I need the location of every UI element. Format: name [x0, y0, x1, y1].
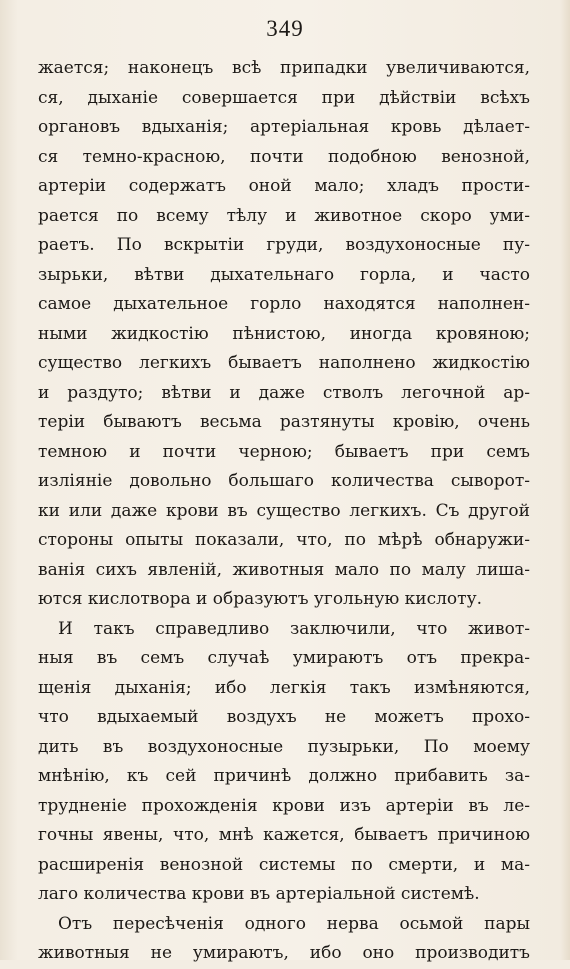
text-line: стороны опыты показали, что, по мѣрѣ обнаружи-	[38, 530, 530, 550]
text-line: артеріи содержатъ оной мало; хладъ прости-	[38, 176, 530, 196]
text-line: И такъ справедливо заключили, что живот-	[58, 618, 530, 639]
text-line: темною и почти черною; бываетъ при семъ	[38, 441, 530, 462]
text-line: ванія сихъ явленій, животныя мало по малу лиша-	[38, 559, 530, 580]
text-line: животныя не умираютъ, ибо оно производитъ	[38, 943, 530, 963]
text-line: ными жидкостію пѣнистою, иногда кровяною;	[38, 323, 530, 344]
page-number: 349	[266, 16, 304, 41]
text-line: теріи бываютъ весьма разтянуты кровію, очень	[38, 412, 530, 432]
text-line: ся, дыханіе совершается при дѣйствіи всѣхъ	[38, 87, 530, 108]
text-line: расширенія венозной системы по смерти, и ма-	[38, 854, 530, 875]
text-line: жается; наконецъ всѣ припадки увеличиваются,	[38, 58, 530, 78]
text-line: зырьки, вѣтви дыхательнаго горла, и часто	[38, 264, 530, 285]
body-text	[38, 54, 530, 969]
text-line: дить въ воздухоносные пузырьки, По моему	[38, 736, 530, 757]
text-line: что вдыхаемый воздухъ не можетъ прохо-	[38, 707, 530, 727]
text-line: существо легкихъ бываетъ наполнено жидкостію	[38, 353, 530, 373]
text-line: рается по всему тѣлу и животное скоро уми-	[38, 205, 530, 226]
text-line: мнѣнію, къ сей причинѣ должно прибавить за-	[38, 766, 530, 786]
text-line: самое дыхательное горло находятся наполнен-	[38, 294, 530, 314]
text-line: ся темно-красною, почти подобною венозной,	[38, 146, 530, 167]
text-line: органовъ вдыханія; артеріальная кровь дѣлает-	[38, 117, 530, 137]
text-line: ныя въ семъ случаѣ умираютъ отъ прекра-	[38, 648, 530, 668]
text-line: ются кислотвора и образуютъ угольную кислоту.	[38, 589, 482, 609]
text-line: ки или даже крови въ существо легкихъ. Съ другой	[38, 500, 530, 521]
text-line: щенія дыханія; ибо легкія такъ измѣняются,	[38, 677, 530, 698]
text-line: лаго количества крови въ артеріальной системѣ.	[38, 884, 480, 904]
text-line: Отъ пересѣченія одного нерва осьмой пары	[58, 913, 530, 934]
text-line: раетъ. По вскрытіи груди, воздухоносные пу-	[38, 235, 530, 255]
text-line: трудненіе прохожденія крови изъ артеріи въ ле-	[38, 795, 530, 816]
text-line: и раздуто; вѣтви и даже стволъ легочной ар-	[38, 382, 530, 403]
text-line: изліяніе довольно большаго количества сыворот-	[38, 471, 530, 491]
text-line: гочны явены, что, мнѣ кажется, бываетъ причиною	[38, 825, 530, 845]
